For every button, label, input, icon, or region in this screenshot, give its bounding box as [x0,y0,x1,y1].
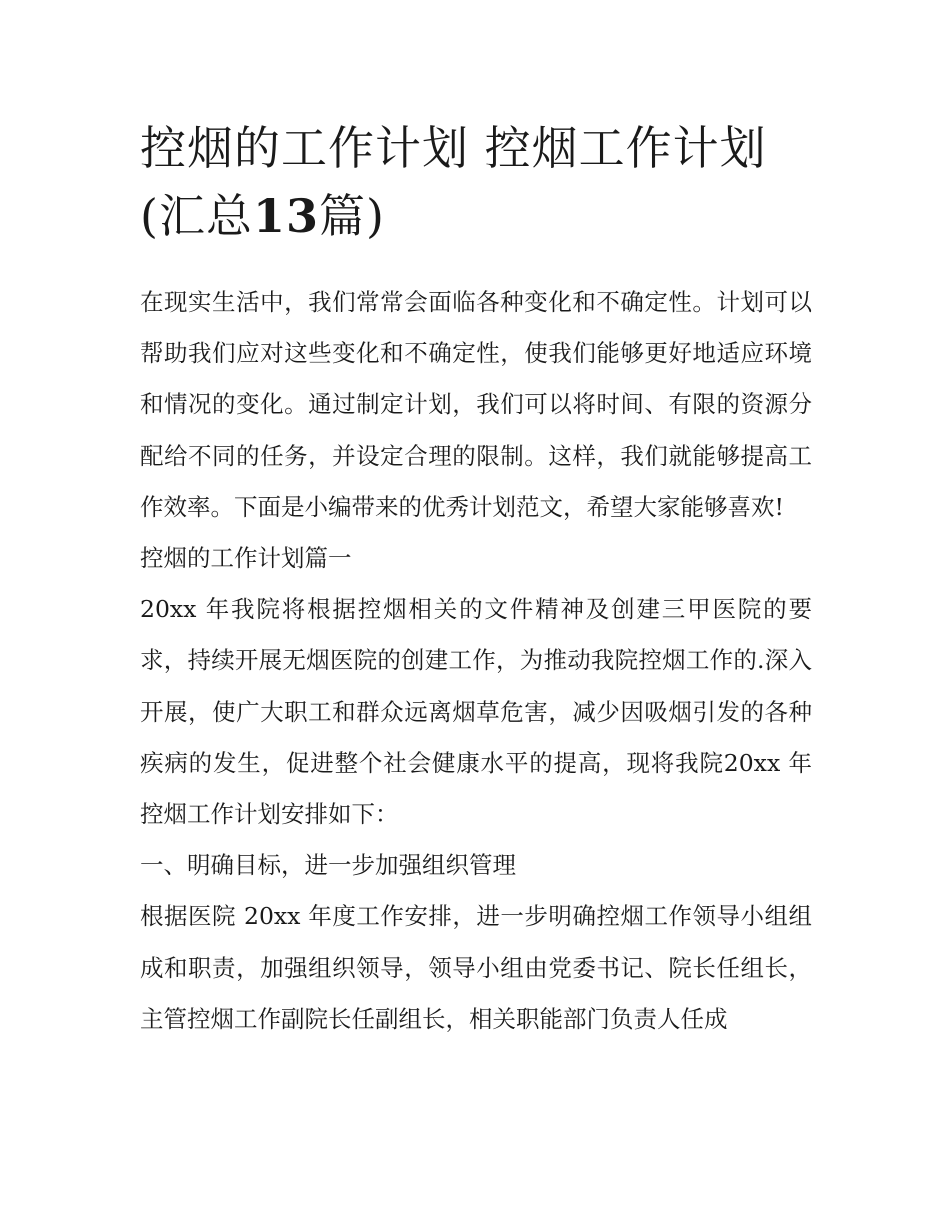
body-paragraph: 根据医院 20xx 年度工作安排，进一步明确控烟工作领导小组组成和职责，加强组织领导，领导小组由党委书记、院长任组长，主管控烟工作副院长任副组长，相关职能部门负责人任成 [140,902,812,1033]
document-body [140,277,812,1045]
title-text: 控烟的工作计划 控烟工作计划(汇总 [140,121,767,243]
title-suffix: 篇) [318,189,385,243]
intro-paragraph: 在现实生活中，我们常常会面临各种变化和不确定性。计划可以帮助我们应对这些变化和不确定性，使我们能够更好地适应环境和情况的变化。通过制定计划，我们可以将时间、有限的资源分配给不同的任务，并设定合理的限制。这样，我们就能够提高工作效率。下面是小编带来的优秀计划范文，希望大家能够喜欢! [140,288,812,521]
subsection-heading: 一、明确目标，进一步加强组织管理 [140,851,516,880]
body-paragraph: 20xx 年我院将根据控烟相关的文件精神及创建三甲医院的要求，持续开展无烟医院的创建工作，为推动我院控烟工作的.深入开展，使广大职工和群众远离烟草危害，减少因吸烟引发的各种疾病的发生，促进整个社会健康水平的提高，现将我院20xx 年控烟工作计划安排如下： [140,595,812,829]
section-heading: 控烟的工作计划篇一 [140,544,352,573]
document-page [140,0,812,1229]
document-title [140,114,812,250]
title-count: 13 [252,189,319,243]
